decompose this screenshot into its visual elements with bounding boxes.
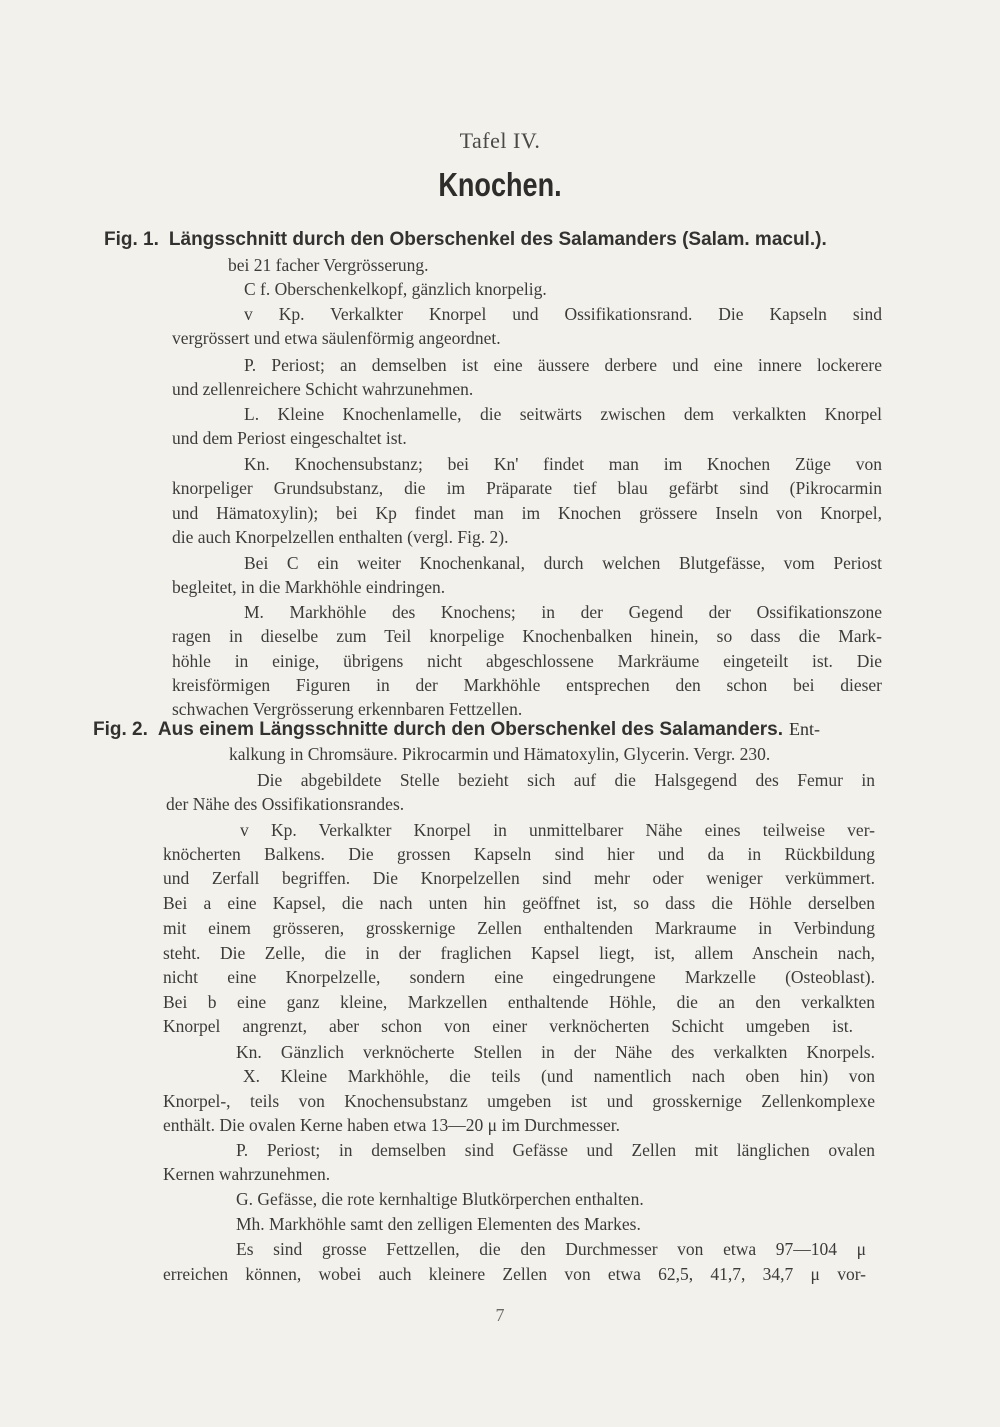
fig2-line: G. Gefässe, die rote kernhaltige Blutkörperchen enthalten.: [236, 1189, 644, 1209]
fig2-line: Es sind grosse Fettzellen, die den Durchmesser von etwa 97—104 μ: [236, 1239, 866, 1259]
section-title: Knochen.: [438, 166, 562, 203]
fig2-heading: [93, 719, 820, 741]
fig1-heading: [104, 229, 827, 251]
fig1-line: die auch Knorpelzellen enthalten (vergl. Fig. 2).: [172, 527, 509, 547]
fig1-line: höhle in einige, übrigens nicht abgeschlossene Markräume eingeteilt ist. Die: [172, 651, 882, 671]
fig2-line: Knorpel angrenzt, aber schon von einer verknöcherten Schicht umgeben ist.: [163, 1016, 853, 1036]
fig1-line: vergrössert und etwa säulenförmig angeordnet.: [172, 328, 501, 348]
fig1-line: Kn. Knochensubstanz; bei Kn' findet man im Knochen Züge von: [244, 454, 882, 474]
fig1-line: kreisförmigen Figuren in der Markhöhle entsprechen den schon bei dieser: [172, 675, 882, 695]
fig1-line: P. Periost; an demselben ist eine äussere derbere und eine innere lockerere: [244, 355, 882, 375]
fig2-caption-tail: Ent-: [789, 719, 820, 739]
fig2-line: enthält. Die ovalen Kerne haben etwa 13—20 μ im Durchmesser.: [163, 1115, 620, 1135]
page-number: 7: [495, 1305, 505, 1325]
fig2-line: steht. Die Zelle, die in der fraglichen Kapsel liegt, ist, allem Anschein nach,: [163, 943, 875, 963]
fig1-line: und dem Periost eingeschaltet ist.: [172, 428, 407, 448]
fig2-line: der Nähe des Ossifikationsrandes.: [166, 794, 405, 814]
fig2-line: Die abgebildete Stelle bezieht sich auf die Halsgegend des Femur in: [257, 770, 875, 790]
fig1-label: Fig. 1.: [104, 229, 159, 250]
fig1-line: schwachen Vergrösserung erkennbaren Fettzellen.: [172, 699, 523, 719]
fig2-caption: Aus einem Längsschnitte durch den Oberschenkel des Salamanders.: [157, 719, 783, 740]
fig1-line: C f. Oberschenkelkopf, gänzlich knorpelig.: [244, 279, 547, 299]
plate-title: Tafel IV.: [459, 128, 541, 153]
fig2-line: P. Periost; in demselben sind Gefässe und Zellen mit länglichen ovalen: [236, 1140, 875, 1160]
fig1-line: v Kp. Verkalkter Knorpel und Ossifikationsrand. Die Kapseln sind: [244, 304, 882, 324]
fig2-line: Mh. Markhöhle samt den zelligen Elementen des Markes.: [236, 1214, 641, 1234]
fig1-line: und Hämatoxylin); bei Kp findet man im Knochen grössere Inseln von Knorpel,: [172, 503, 882, 523]
fig2-line: Kn. Gänzlich verknöcherte Stellen in der Nähe des verkalkten Knorpels.: [236, 1042, 875, 1062]
fig1-line: knorpeliger Grundsubstanz, die im Präparate tief blau gefärbt sind (Pikrocarmin: [172, 478, 882, 498]
fig2-line: erreichen können, wobei auch kleinere Zellen von etwa 62,5, 41,7, 34,7 μ vor-: [163, 1264, 866, 1284]
fig1-line: L. Kleine Knochenlamelle, die seitwärts zwischen dem verkalkten Knorpel: [244, 404, 882, 424]
fig2-line: knöcherten Balkens. Die grossen Kapseln sind hier und da in Rückbildung: [163, 844, 875, 864]
fig2-line: mit einem grösseren, grosskernige Zellen enthaltenden Markraume in Verbindung: [163, 918, 875, 938]
fig1-line: ragen in dieselbe zum Teil knorpelige Knochenbalken hinein, so dass die Mark-: [172, 626, 882, 646]
fig2-line: und Zerfall begriffen. Die Knorpelzellen sind mehr oder weniger verkümmert.: [163, 868, 875, 888]
fig2-line: nicht eine Knorpelzelle, sondern eine eingedrungene Markzelle (Osteoblast).: [163, 967, 875, 987]
fig2-line: X. Kleine Markhöhle, die teils (und namentlich nach oben hin) von: [243, 1066, 875, 1086]
fig1-line: und zellenreichere Schicht wahrzunehmen.: [172, 379, 474, 399]
fig1-line: begleitet, in die Markhöhle eindringen.: [172, 577, 446, 597]
fig2-line: Bei a eine Kapsel, die nach unten hin geöffnet ist, so dass die Höhle derselben: [163, 893, 875, 913]
fig2-line: Bei b eine ganz kleine, Markzellen enthaltende Höhle, die an den verkalkten: [163, 992, 875, 1012]
fig2-line: Kernen wahrzunehmen.: [163, 1164, 331, 1184]
fig2-label: Fig. 2.: [93, 719, 148, 740]
fig2-line: v Kp. Verkalkter Knorpel in unmittelbarer Nähe eines teilweise ver-: [240, 820, 875, 840]
fig1-caption: Längsschnitt durch den Oberschenkel des Salamanders (Salam. macul.).: [168, 229, 827, 250]
fig1-line: Bei C ein weiter Knochenkanal, durch welchen Blutgefässe, vom Periost: [244, 553, 882, 573]
fig2-line: kalkung in Chromsäure. Pikrocarmin und Hämatoxylin, Glycerin. Vergr. 230.: [229, 744, 771, 764]
fig1-line: M. Markhöhle des Knochens; in der Gegend der Ossifikationszone: [244, 602, 882, 622]
fig1-line: bei 21 facher Vergrösserung.: [228, 255, 429, 275]
fig2-line: Knorpel-, teils von Knochensubstanz umgeben ist und grosskernige Zellenkomplexe: [163, 1091, 875, 1111]
